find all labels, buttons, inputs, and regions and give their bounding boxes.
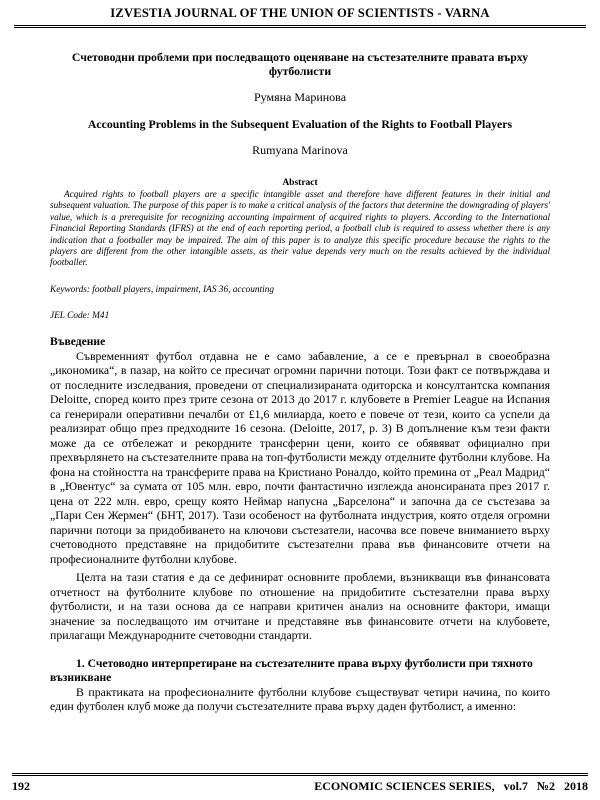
intro-paragraph-1: Съвременният футбол отдавна не е само забавление, а се е превърнал в своеобразна „икономика“, в пазар, на който се пресичат огромни парични потоци. Този факт се потвърждава и от последните изследвания, проведени от специализираната одиторска и консултантска компания Deloitte, според които през трите сезона от 2013 до 2017 г. клубовете в Premier League на Испания са генерирали оперативни печалби от £1,6 милиарда, което е повече от тези, които са успели да реализират общо през предходните 16 сезона. (Deloitte, 2017, p. 3) В допълнение към тези факти може да се отбележат и рекордните трансферни цени, които се обявяват официално при прехвърлянето на състезателните права на топ-футболисти между отделните футболни клубове. На фона на стойността на трансферите права на Кристиано Роналдо, който премина от „Реал Мадрид“ в „Ювентус“ за сумата от 105 млн. евро, почти фантастично изглежда анонсираната през 2017 г. цена от 222 млн. евро, срещу която Неймар напусна „Барселона“ и започна да се състезава за „Пари Сен Жермен“ (БНТ, 2017). Тази особеност на футболната индустрия, която отделя огромни парични потоци за придобиването на ключови състезатели, насочва все повече вниманието върху счетоводното представяне на придобитите състезателни права във финансовите отчети на професионалните футболни клубове. bbox=[50, 348, 550, 566]
series-info: ECONOMIC SCIENCES SERIES, vol.7 №2 2018 bbox=[314, 779, 588, 793]
intro-heading: Въведение bbox=[50, 334, 106, 348]
abstract-heading: Abstract bbox=[282, 178, 318, 188]
abstract-text: Acquired rights to football players are a specific intangible asset and therefore have different features in their initial and subsequent valuation. The purpose of this paper is to make a critical analysis of the factors that determine the downgrading of players' value, which is a prerequisite for recognizing accounting impairment of acquired rights to players. According to the International Financial Reporting Standards (IFRS) at the end of each reporting period, a football club is required to assess whether there is any indication that a footballer may be impaired. The aim of this paper is to analyze this specific procedure because the rights to the players are different from the other intangible assets, as their value depends very much on the results achieved by the individual footballer. bbox=[50, 189, 550, 268]
journal-header: IZVESTIA JOURNAL OF THE UNION OF SCIENTISTS - VARNA bbox=[14, 6, 586, 28]
page-number: 192 bbox=[12, 779, 30, 793]
jel-code: JEL Code: M41 bbox=[50, 310, 110, 321]
page-footer bbox=[12, 773, 588, 794]
author-bulgarian: Румяна Маринова bbox=[253, 90, 347, 104]
section-1-heading: 1. Счетоводно интерпретиране на състезателните права върху футболисти при тяхното възникване bbox=[50, 656, 533, 684]
section-1-paragraph-1: В практиката на професионалните футболни клубове съществуват четири начина, по които един футболен клуб може да получи състезателните права върху даден футболист, а именно: bbox=[50, 684, 550, 714]
intro-paragraph-2: Целта на тази статия е да се дефинират основните проблеми, възникващи във финансовата отчетност на футболните клубове по отношение на придобитите състезателни права върху футболисти, и на тази основа да се направи критичен анализ на основните фактори, имащи значение за последващото им отчитане и представяне във финансовите отчети на клубовете, прилагащи Международните счетоводни стандарти. bbox=[50, 570, 550, 643]
paper-body bbox=[50, 50, 550, 714]
title-english: Accounting Problems in the Subsequent Evaluation of the Rights to Football Players bbox=[87, 117, 513, 131]
title-bulgarian: Счетоводни проблеми при последващото оценяване на състезателните правата върху футболисти bbox=[71, 50, 529, 78]
keywords: Keywords: football players, impairment, IAS 36, accounting bbox=[50, 284, 275, 295]
author-english: Rumyana Marinova bbox=[252, 143, 348, 157]
